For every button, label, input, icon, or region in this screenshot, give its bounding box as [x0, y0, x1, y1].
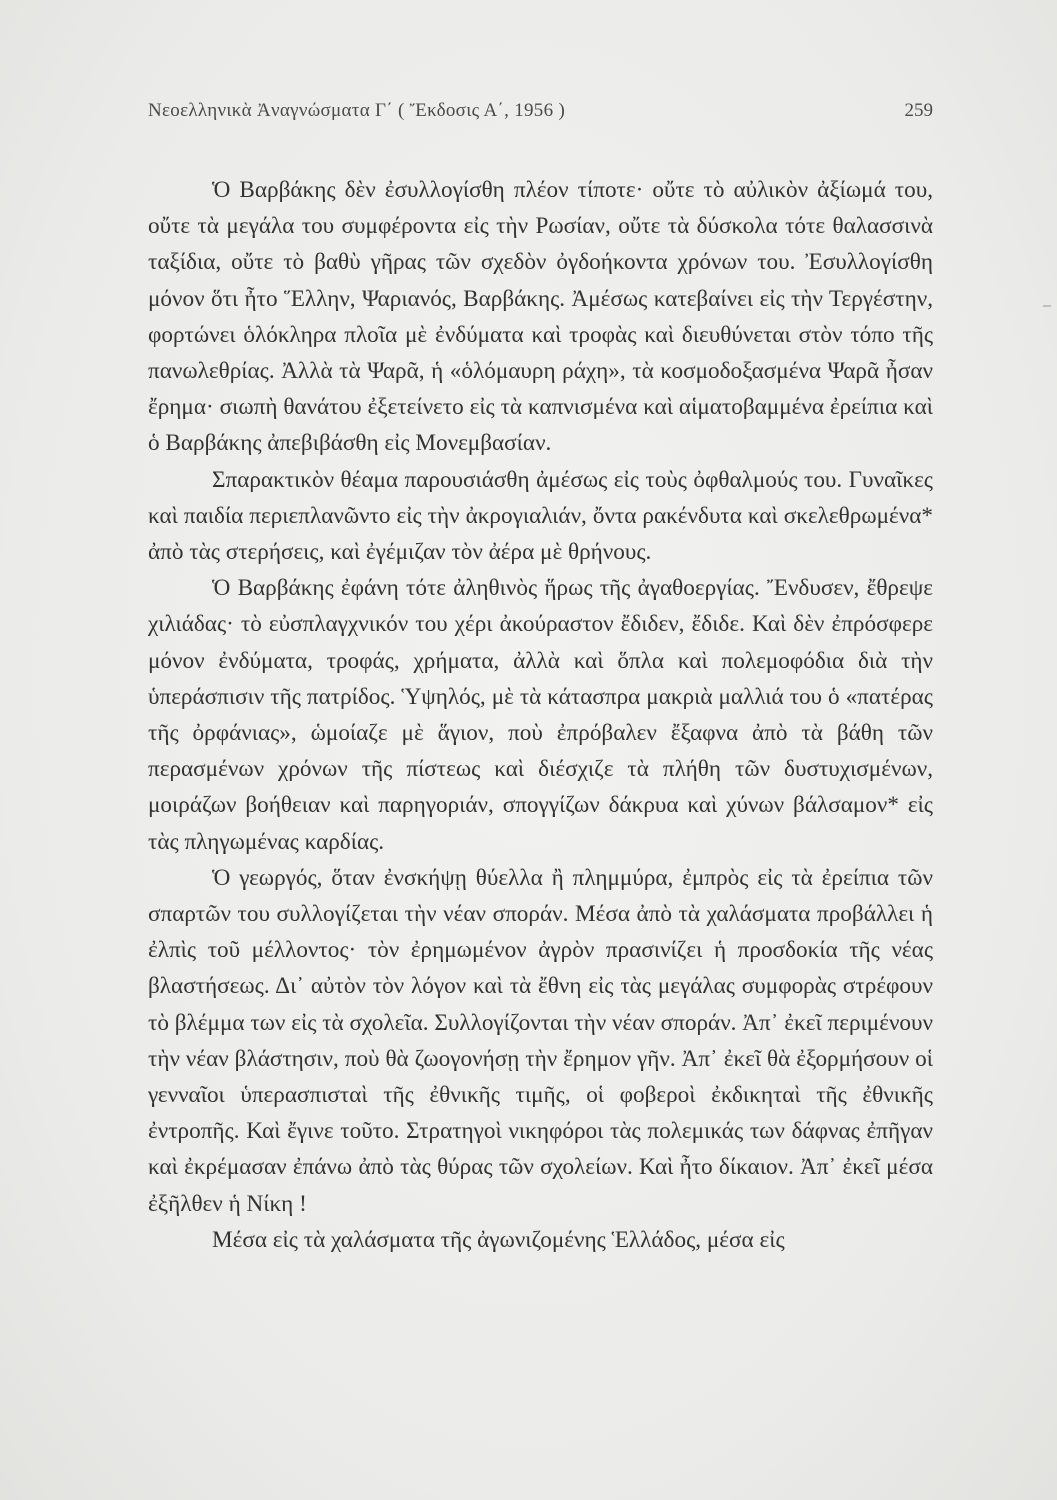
paragraph-5: Μέσα εἰς τὰ χαλάσματα τῆς ἀγωνιζομένης Ἑλλάδος, μέσα εἰς [212, 1226, 785, 1253]
running-header [148, 100, 933, 130]
page-number: 259 [904, 100, 933, 121]
paragraph-1: Ὁ Βαρβάκης δὲν ἐσυλλογίσθη πλέον τίποτε· οὔτε τὸ αὐλικὸν ἀξίωμά του, οὔτε τὰ μεγάλα του συμφέροντα εἰς τὴν Ρωσίαν, οὔτε τὰ δύσκολα τότε θαλασσινὰ ταξίδια, οὔτε τὸ βαθὺ γῆρας τῶν σχεδὸν ὀγδοήκοντα χρόνων του. Ἐσυλλογίσθη μόνον ὅτι ἦτο Ἕλλην, Ψαριανός, Βαρβάκης. Ἀμέσως κατεβαίνει εἰς τὴν Τεργέστην, φορτώνει ὁλόκληρα πλοῖα μὲ ἐνδύματα καὶ τροφὰς καὶ διευθύνεται στὸν τόπο τῆς πανωλεθρίας. Ἀλλὰ τὰ Ψαρᾶ, ἡ «ὁλόμαυρη ράχη», τὰ κοσμοδοξασμένα Ψαρᾶ ἦσαν ἔρημα· σιωπὴ θανάτου ἐξετείνετο εἰς τὰ καπνισμένα καὶ αἱματοβαμμένα ἐρείπια καὶ ὁ Βαρβάκης ἀπεβιβάσθη εἰς Μονεμβασίαν. [148, 177, 933, 457]
paragraph-3: Ὁ Βαρβάκης ἐφάνη τότε ἀληθινὸς ἥρως τῆς ἀγαθοεργίας. Ἔνδυσεν, ἔθρεψε χιλιάδας· τὸ εὐσπλαγχνικόν του χέρι ἀκούραστον ἔδιδεν, ἔδιδε. Καὶ δὲν ἐπρόσφερε μόνον ἐνδύματα, τροφάς, χρήματα, ἀλλὰ καὶ ὅπλα καὶ πολεμοφόδια διὰ τὴν ὑπεράσπισιν τῆς πατρίδος. Ὑψηλός, μὲ τὰ κάτασπρα μακριὰ μαλλιά του ὁ «πατέρας τῆς ὀρφάνιας», ὡμοίαζε μὲ ἅγιον, ποὺ ἐπρόβαλεν ἔξαφνα ἀπὸ τὰ βάθη τῶν περασμένων χρόνων τῆς πίστεως καὶ διέσχιζε τὰ πλήθη τῶν δυστυχισμένων, μοιράζων βοήθειαν καὶ παρηγοριάν, σπογγίζων δάκρυα καὶ χύνων βάλσαμον* εἰς τὰς πληγωμένας καρδίας. [148, 575, 933, 855]
paragraph-2: Σπαρακτικὸν θέαμα παρουσιάσθη ἀμέσως εἰς τοὺς ὀφθαλμούς του. Γυναῖκες καὶ παιδία περιεπλανῶντο εἰς τὴν ἀκρογιαλιάν, ὄντα ρακένδυτα καὶ σκελεθρωμένα* ἀπὸ τὰς στερήσεις, καὶ ἐγέμιζαν τὸν ἀέρα μὲ θρήνους. [148, 466, 933, 566]
margin-mark [1043, 305, 1051, 307]
body-text [148, 172, 933, 1258]
paragraph-4: Ὁ γεωργός, ὅταν ἐνσκήψῃ θύελλα ἢ πλημμύρα, ἐμπρὸς εἰς τὰ ἐρείπια τῶν σπαρτῶν του συλλογίζεται τὴν νέαν σποράν. Μέσα ἀπὸ τὰ χαλάσματα προβάλλει ἡ ἐλπὶς τοῦ μέλλοντος· τὸν ἐρημωμένον ἀγρὸν πρασινίζει ἡ προσδοκία τῆς νέας βλαστήσεως. Δι᾽ αὐτὸν τὸν λόγον καὶ τὰ ἔθνη εἰς τὰς μεγάλας συμφορὰς στρέφουν τὸ βλέμμα των εἰς τὰ σχολεῖα. Συλλογίζονται τὴν νέαν σποράν. Ἀπ᾽ ἐκεῖ περιμένουν τὴν νέαν βλάστησιν, ποὺ θὰ ζωογονήσῃ τὴν ἔρημον γῆν. Ἀπ᾽ ἐκεῖ θὰ ἐξορμήσουν οἱ γενναῖοι ὑπερασπισταὶ τῆς ἐθνικῆς τιμῆς, οἱ φοβεροὶ ἐκδικηταὶ τῆς ἐθνικῆς ἐντροπῆς. Καὶ ἔγινε τοῦτο. Στρατηγοὶ νικηφόροι τὰς πολεμικάς των δάφνας ἐπῆγαν καὶ ἐκρέμασαν ἐπάνω ἀπὸ τὰς θύρας τῶν σχολείων. Καὶ ἦτο δίκαιον. Ἀπ᾽ ἐκεῖ μέσα ἐξῆλθεν ἡ Νίκη ! [148, 864, 933, 1217]
header-title: Νεοελληνικὰ Ἀναγνώσματα Γ΄ ( Ἔκδοσις Α΄, 1956 ) [148, 100, 566, 121]
